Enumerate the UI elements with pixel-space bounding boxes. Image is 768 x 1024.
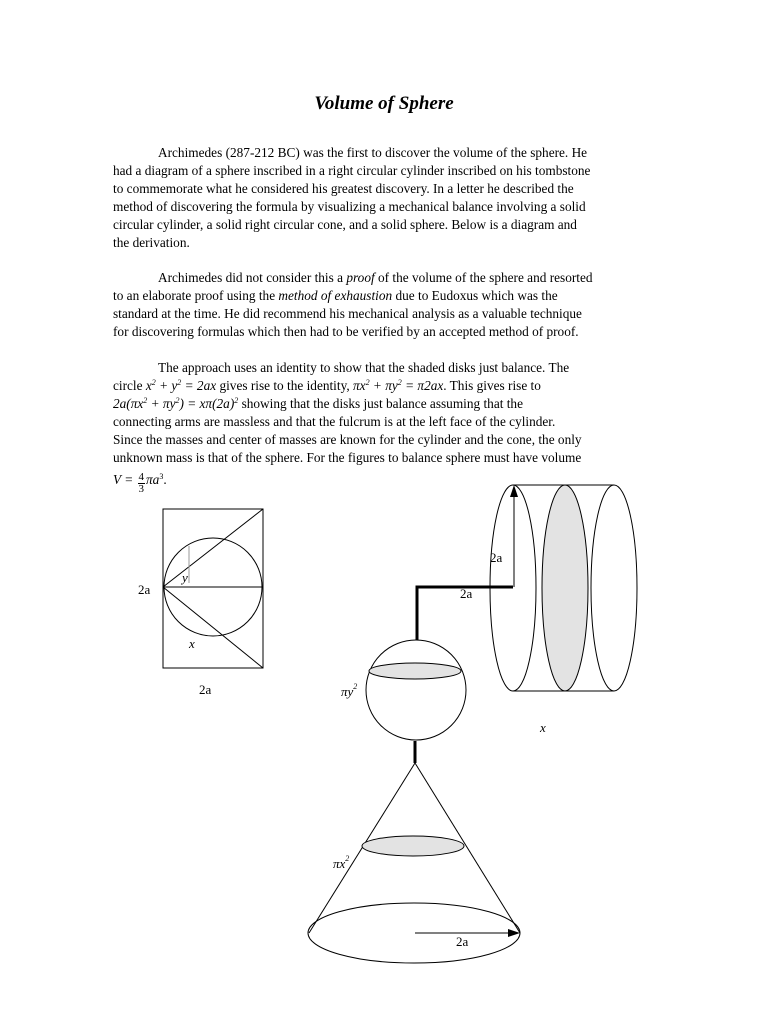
text-line: Since the masses and center of masses are known for the cylinder and the cone, the only xyxy=(113,432,582,447)
label-x: x xyxy=(189,636,195,651)
volume-formula: V = $\frac{4}{3}$ $\pi a^3$. xyxy=(113,471,167,495)
cone-shaded-disk xyxy=(362,836,464,856)
label-cone-radius-2a: 2a xyxy=(456,934,469,949)
text-fragment: Archimedes did not consider this a xyxy=(158,270,347,285)
text-line: unknown mass is that of the sphere. For the figures to balance sphere must have volume xyxy=(113,450,582,465)
cone-line-upper xyxy=(163,509,263,587)
label-bottom-2a: 2a xyxy=(199,682,212,697)
label-sphere-disk: $\pi y^2$ xyxy=(341,682,358,699)
emphasis-proof: proof xyxy=(346,270,375,285)
text-line: had a diagram of a sphere inscribed in a right circular cylinder inscribed on his tombstone xyxy=(113,163,591,178)
text-fragment: of the volume of the sphere and resorted xyxy=(374,270,593,285)
text-fragment: due to Eudoxus which was the xyxy=(392,288,558,303)
emphasis-method-of-exhaustion: method of exhaustion xyxy=(278,288,393,303)
cylinder-section-rect xyxy=(163,509,263,668)
label-left-2a: 2a xyxy=(138,582,151,597)
text-line: circular cylinder, a solid right circular cone, and a solid sphere. Below is a diagram and xyxy=(113,217,577,232)
label-cylinder-x: x xyxy=(540,720,546,735)
text-line: for discovering formulas which then had to be verified by an accepted method of proof. xyxy=(113,324,579,339)
text-line: connecting arms are massless and that the fulcrum is at the left face of the cylinder. xyxy=(113,414,556,429)
page-title: Volume of Sphere xyxy=(314,93,454,114)
text-line: to commemorate what he considered his greatest discovery. In a letter he described the xyxy=(113,181,574,196)
fraction-four-thirds: $\frac{4}{3}$ xyxy=(138,471,145,495)
cylinder-right-face xyxy=(591,485,637,691)
circle-equation: $x^2 + y^2 = 2ax$ xyxy=(145,378,217,393)
text-line: standard at the time. He did recommend his mechanical analysis as a valuable technique xyxy=(113,306,582,321)
identity-equation: $\pi x^2 + \pi y^2 = \pi 2ax$ xyxy=(353,378,444,393)
cone-line-lower xyxy=(163,587,263,668)
text-fragment: to an elaborate proof using the xyxy=(113,288,279,303)
text-line: The approach uses an identity to show that the shaded disks just balance. The xyxy=(158,360,570,375)
text-fragment: showing that the disks just balance assuming that the xyxy=(238,396,523,411)
label-y: y xyxy=(182,570,188,585)
sphere-circle xyxy=(366,640,466,740)
label-arm-2a: 2a xyxy=(460,586,473,601)
text-fragment: circle xyxy=(113,378,146,393)
text-line: method of discovering the formula by visualizing a mechanical balance involving a solid xyxy=(113,199,586,214)
label-cone-disk: $\pi x^2$ xyxy=(333,854,350,871)
cylinder-shaded-disk xyxy=(542,485,588,691)
label-cylinder-radius-2a: 2a xyxy=(490,550,503,565)
text-fragment: . This gives rise to xyxy=(443,378,541,393)
balance-equation: $2a(\pi x^2 + \pi y^2) = x\pi(2a)^2$ xyxy=(113,396,239,411)
text-line: the derivation. xyxy=(113,235,190,250)
text-line: Archimedes (287-212 BC) was the first to discover the volume of the sphere. He xyxy=(158,145,588,160)
text-fragment: gives rise to the identity, xyxy=(216,378,354,393)
sphere-shaded-disk xyxy=(369,663,461,679)
